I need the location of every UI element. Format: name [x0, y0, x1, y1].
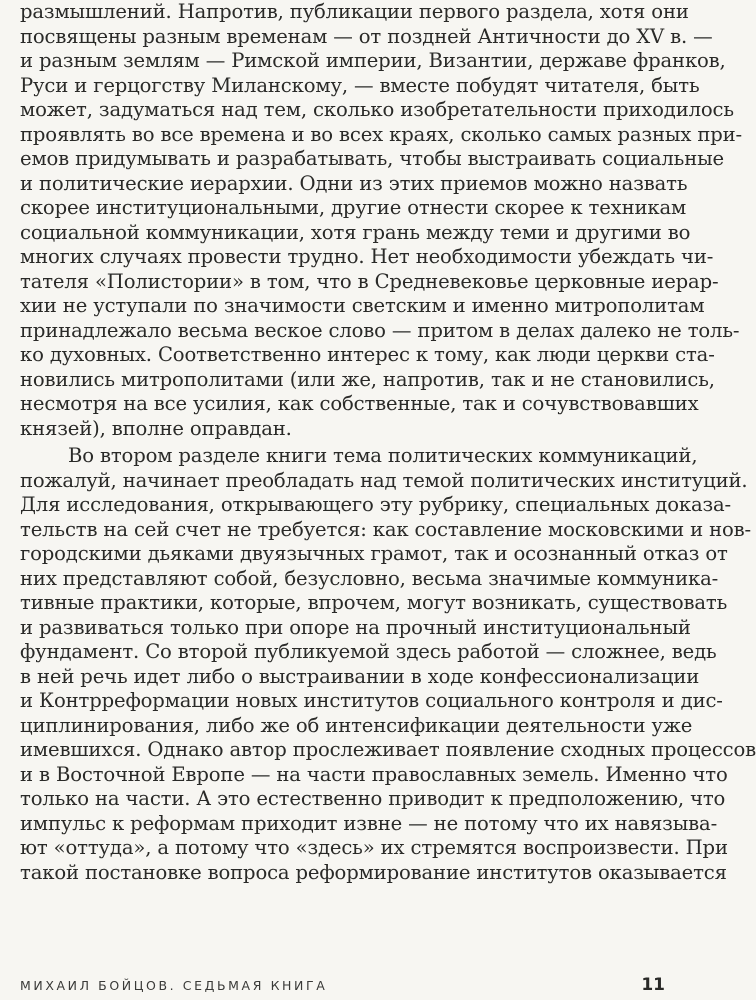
text-line: ют «оттуда», а потому что «здесь» их стремятся воспроизвести. При — [20, 836, 728, 859]
text-line: князей), вполне оправдан. — [20, 416, 292, 440]
text-line: Руси и герцогству Миланскому, — вместе побудят читателя, быть — [20, 73, 700, 97]
text-line: принадлежало весьма веское слово — притом в делах далеко не толь- — [20, 318, 740, 342]
text-line: фундамент. Со второй публикуемой здесь работой — сложнее, ведь — [20, 640, 717, 663]
text-line: проявлять во все времена и во всех краях, сколько самых разных при- — [20, 122, 742, 146]
text-line: и разным землям — Римской империи, Византии, державе франков, — [20, 49, 726, 72]
text-line: новились митрополитами (или же, напротив, так и не становились, — [20, 367, 715, 391]
text-line: Для исследования, открывающего эту рубрику, специальных доказа- — [20, 493, 732, 516]
text-line: импульс к реформам приходит извне — не потому что их навязыва- — [20, 811, 718, 835]
text-line: циплинирования, либо же об интенсификации деятельности уже — [20, 713, 693, 737]
paragraph-2 — [20, 444, 756, 885]
text-line: и политические иерархии. Одни из этих приемов можно назвать — [20, 171, 688, 195]
text-line: тельств на сей счет не требуется: как составление московскими и нов- — [20, 517, 751, 541]
text-line: и Контрреформации новых институтов социального контроля и дис- — [20, 689, 723, 712]
text-line: размышлений. Напротив, публикации первого раздела, хотя они — [20, 0, 689, 23]
text-line: емов придумывать и разрабатывать, чтобы выстраивать социальные — [20, 147, 724, 170]
text-line: социальной коммуникации, хотя грань между теми и другими во — [20, 220, 691, 244]
page-number: 11 — [641, 975, 665, 995]
page-footer — [0, 975, 671, 1000]
text-line: такой постановке вопроса реформирование институтов оказывается — [20, 860, 727, 884]
text-line: ко духовных. Соответственно интерес к тому, как люди церкви ста- — [20, 343, 715, 366]
text-line: скорее институциональными, другие отнести скорее к техникам — [20, 196, 687, 219]
text-line: хии не уступали по значимости светским и именно митрополитам — [20, 294, 705, 317]
running-head: МИХАИЛ БОЙЦОВ. СЕДЬМАЯ КНИГА — [20, 978, 328, 993]
text-line: них представляют собой, безусловно, весьма значимые коммуника- — [20, 566, 719, 590]
text-line: тивные практики, которые, впрочем, могут возникать, существовать — [20, 591, 728, 614]
text-line: пожалуй, начинает преобладать над темой политических институций. — [20, 468, 748, 492]
text-line: имевшихся. Однако автор прослеживает появление сходных процессов — [20, 738, 756, 761]
paragraph-1 — [20, 0, 742, 441]
text-line: многих случаях провести трудно. Нет необходимости убеждать чи- — [20, 245, 714, 268]
body-text — [20, 0, 756, 885]
text-line: только на части. А это естественно приводит к предположению, что — [20, 787, 726, 810]
text-line: городскими дьяками двуязычных грамот, так и осознанный отказ от — [20, 542, 728, 565]
text-line: Во втором разделе книги тема политических коммуникаций, — [68, 444, 698, 467]
text-line: тателя «Полистории» в том, что в Средневековье церковные иерар- — [20, 269, 719, 293]
text-line: несмотря на все усилия, как собственные, так и сочувствовавших — [20, 392, 699, 415]
text-line: в ней речь идет либо о выстраивании в ходе конфессионализации — [20, 664, 700, 688]
text-line: посвящены разным временам — от поздней Античности до XV в. — — [20, 24, 713, 48]
text-line: и в Восточной Европе — на части православных земель. Именно что — [20, 762, 728, 786]
text-line: может, задуматься над тем, сколько изобретательности приходилось — [20, 98, 734, 121]
text-line: и развиваться только при опоре на прочный институциональный — [20, 615, 691, 639]
